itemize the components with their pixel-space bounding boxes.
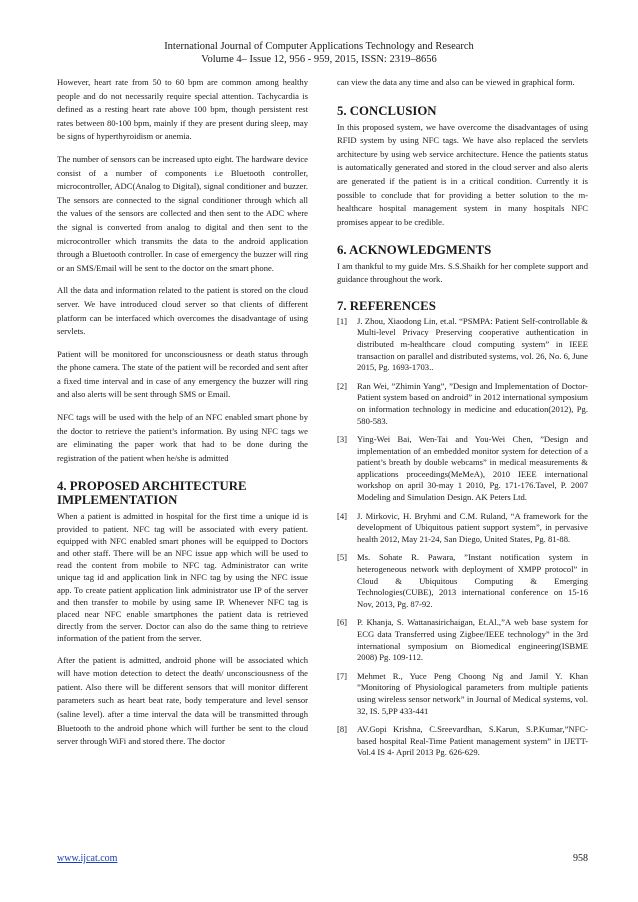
reference-item [337,511,588,546]
reference-item [337,671,588,717]
reference-item [337,316,588,374]
reference-number: [7] [337,670,348,681]
reference-number: [8] [337,724,348,735]
reference-text: J. Mirkovic, H. Bryhmi and C.M. Ruland, “A framework for the development of Ubiquitous patient support system”, in pervasive health 2012, May 21-24, San Diego, United States, Pg. 81-88. [357,510,588,544]
paragraph: can view the data any time and also can be viewed in graphical form. [337,77,575,87]
paragraph: After the patient is admitted, android phone will be associated which will have motion detection to detect the death/ unconsciousness of the patient. Also there will be different sensors that will monitor different parameters such as heart beat rate, body temperature and level sensor (saline level). after a time interval the data will be transmitted through Bluetooth to the android phone which will further be sent to the cloud server through WiFi and stored there. The doctor [57,654,308,747]
reference-text: Ying-Wei Bai, Wen-Tai and You-Wei Chen, ”Design and implementation of an embedded monitor system for detection of a patient’s breath by double webcams” in medical measurements & applications proceedings(MeMeA), 2010 IEEE international workshop on april 30-may 1 2010, Pg. 171-176.Tavel, P. 2007 Modeling and Simulation Design. AK Peters Ltd. [357,434,588,503]
reference-item [337,381,588,427]
journal-volume: Volume 4– Issue 12, 956 - 959, 2015, ISSN: 2319–8656 [201,54,437,65]
reference-number: [5] [337,552,348,563]
paragraph: Patient will be monitored for unconsciousness or death status through the phone camera. The state of the patient will be recorded and sent after a fixed time interval and in case of any emergency the buzzer will ring and also alerts will be sent through SMS or Email. [57,348,308,400]
left-column [57,76,308,758]
paragraph: NFC tags will be used with the help of an NFC enabled smart phone by the doctor to retrieve the patient’s information. By using NFC tags we are eliminating the paper work that had to be done during the registration of the patient when he/she is admitted [57,412,308,463]
paragraph: In this proposed system, we have overcome the disadvantages of using RFID system by using NFC tags. We have also replaced the servlets architecture by using web service architecture. Hence the patients status is automatically generated and stored in the cloud server and also alerts are generated if the patient is in a critical condition. Currently it is possible to conclude that for providing a better solution to the m-healthcare hospital management system in many hospitals NFC promises appear to be credible. [337,121,588,227]
reference-number: [4] [337,510,348,521]
paragraph: I am thankful to my guide Mrs. S.S.Shaikh for her complete support and guidance throughout the work. [337,261,588,284]
journal-link[interactable]: www.ijcat.com [57,853,118,864]
reference-item [337,724,588,759]
section-heading: 4. PROPOSED ARCHITECTURE IMPLEMENTATION [57,479,247,508]
reference-text: J. Zhou, Xiaodong Lin, et.al. “PSMPA: Patient Self-controllable & Multi-level Privacy Preserving cooperative authentication in distributed m-healthcare cloud computing system” in IEEE transaction on parallel and distributed systems, vol. 26, No. 6, June 2015, Pg. 1693-1703.. [357,315,588,373]
paragraph: However, heart rate from 50 to 60 bpm are common among healthy people and do not necessarily require special attention. Tachycardia is defined as a resting heart rate above 100 bpm, though persistent rest rates between 80-100 bpm, mainly if they are present during sleep, may be signs of hyperthyroidism or anemia. [57,77,308,142]
reference-text: P. Khanja, S. Wattanasirichaigan, Et.Al.,”A web base system for ECG data Transferred using Zigbee/IEEE technology” in the 3rd international symposium on Biomedical engineering(ISBME 2008) Pg. 109-112. [357,617,588,663]
section-heading: 6. ACKNOWLEDGMENTS [337,243,492,258]
section-heading: 7. REFERENCES [337,298,436,313]
reference-number: [6] [337,617,348,628]
reference-item [337,617,588,663]
paragraph: The number of sensors can be increased upto eight. The hardware device consist of a number of components i.e Bluetooth controller, microcontroller, ADC(Analog to Digital), signal conditioner and buzzer. The sensors are connected to the signal conditioner through which all the values of the sensors are collected and then sent to the ADC where the signal is converted from analog to digital and then sent to the microcontroller which transmits the data to the android application through a Bluetooth controller. In case of emergency the buzzer will ring or an SMS/Email will be sent to the doctor on the smart phone. [57,153,308,273]
paragraph: All the data and information related to the patient is stored on the cloud server. We have introduced cloud server so that clients of different platform can be interfaced which overcomes the disadvantage of using servlets. [57,285,308,337]
page-footer [57,853,588,864]
reference-list [337,316,588,759]
reference-number: [3] [337,434,348,445]
page-number: 958 [573,853,588,864]
paragraph: When a patient is admitted in hospital for the first time a unique id is provided to patient. NFC tag will be associated with every patient. equipped with NFC enabled smart phones will be equipped to Doctors and other staff. There will be an NFC issue app which will be used to read the content from mobile to NFC tag. Administrator can write unique tag id and application link in NFC tag by using the NFC issue app. To create patient application link administrator use IP of the server and then transfer to mobile by using same IP. Whenever NFC tag is placed near NFC enable smartphones the patient data is retrieved directly from the server. Doctor can also do the same thing to retrieve information of the patient from the server. [57,511,308,644]
reference-text: Mehmet R., Yuce Peng Choong Ng and Jamil Y. Khan ”Monitoring of Physiological parameters from multiple patients using wireless sensor network” in Journal of Medical systems, vol. 32, IS. 5,PP 433-441 [357,670,588,716]
reference-item [337,434,588,504]
right-column [337,76,588,766]
journal-header [0,40,638,66]
reference-text: Ran Wei, ”Zhimin Yang”, ”Design and Implementation of Doctor-Patient system based on android” in 2012 international symposium on information technology in medicine and education(2012), Pg. 580-583. [357,380,588,426]
reference-text: AV.Gopi Krishna, C.Sreevardhan, S.Karun, S.P.Kumar,”NFC-based hospital Real-Time Patient management system” in IJETT- Vol.4 IS 4- April 2013 Pg. 626-629. [357,724,588,758]
section-heading: 5. CONCLUSION [337,103,437,118]
reference-item [337,552,588,610]
reference-number: [2] [337,380,348,391]
reference-text: Ms. Sohate R. Pawara, ”Instant notification system in heterogeneous network with deployment of XMPP protocol” in Cloud & Ubiquitous Computing & Emerging Technologies(CUBE), 2013 international conference on 15-16 Nov, 2013, Pg. 87-92. [357,552,588,609]
reference-number: [1] [337,315,348,326]
journal-title: International Journal of Computer Applications Technology and Research [164,41,474,52]
